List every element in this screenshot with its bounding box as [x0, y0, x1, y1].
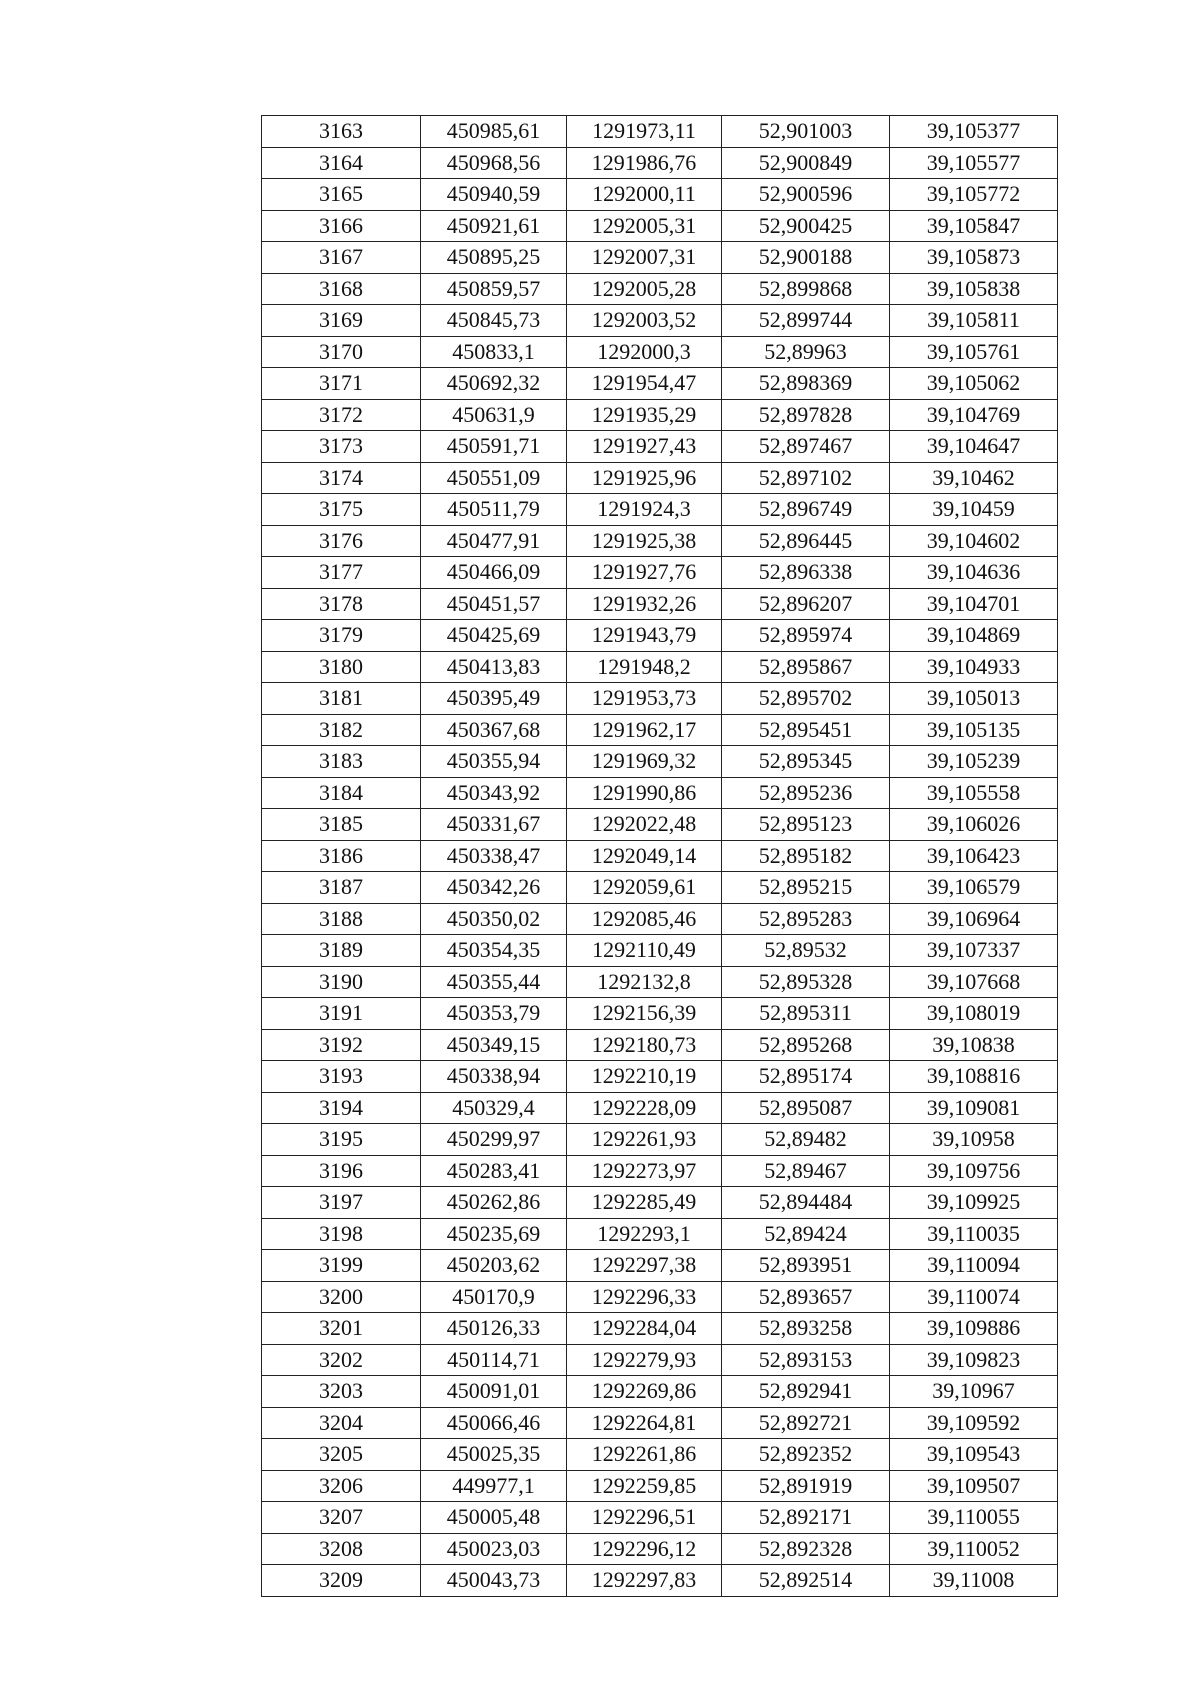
table-row: [262, 1439, 1058, 1471]
point-number-cell: 3172: [262, 399, 421, 431]
latitude-cell: 52,899744: [722, 305, 890, 337]
latitude-cell: 52,892941: [722, 1376, 890, 1408]
point-number-cell: 3190: [262, 966, 421, 998]
latitude-cell: 52,895867: [722, 651, 890, 683]
x-coordinate-cell: 450367,68: [421, 714, 567, 746]
x-coordinate-cell: 450395,49: [421, 683, 567, 715]
longitude-cell: 39,10838: [890, 1029, 1058, 1061]
point-number-cell: 3180: [262, 651, 421, 683]
table-row: [262, 1376, 1058, 1408]
longitude-cell: 39,104602: [890, 525, 1058, 557]
latitude-cell: 52,892514: [722, 1565, 890, 1597]
x-coordinate-cell: 450025,35: [421, 1439, 567, 1471]
y-coordinate-cell: 1292049,14: [567, 840, 722, 872]
point-number-cell: 3177: [262, 557, 421, 589]
table-row: [262, 210, 1058, 242]
longitude-cell: 39,109543: [890, 1439, 1058, 1471]
table-row: [262, 1281, 1058, 1313]
latitude-cell: 52,89482: [722, 1124, 890, 1156]
table-row: [262, 399, 1058, 431]
latitude-cell: 52,892352: [722, 1439, 890, 1471]
longitude-cell: 39,105062: [890, 368, 1058, 400]
y-coordinate-cell: 1291932,26: [567, 588, 722, 620]
point-number-cell: 3198: [262, 1218, 421, 1250]
longitude-cell: 39,106026: [890, 809, 1058, 841]
point-number-cell: 3171: [262, 368, 421, 400]
x-coordinate-cell: 450477,91: [421, 525, 567, 557]
longitude-cell: 39,105761: [890, 336, 1058, 368]
x-coordinate-cell: 450353,79: [421, 998, 567, 1030]
longitude-cell: 39,110055: [890, 1502, 1058, 1534]
table-row: [262, 620, 1058, 652]
coordinates-table: [261, 115, 1058, 1597]
table-row: [262, 305, 1058, 337]
x-coordinate-cell: 450968,56: [421, 147, 567, 179]
x-coordinate-cell: 450631,9: [421, 399, 567, 431]
x-coordinate-cell: 450349,15: [421, 1029, 567, 1061]
table-row: [262, 1313, 1058, 1345]
table-row: [262, 683, 1058, 715]
point-number-cell: 3207: [262, 1502, 421, 1534]
longitude-cell: 39,105239: [890, 746, 1058, 778]
point-number-cell: 3188: [262, 903, 421, 935]
longitude-cell: 39,106964: [890, 903, 1058, 935]
table-row: [262, 179, 1058, 211]
longitude-cell: 39,105135: [890, 714, 1058, 746]
x-coordinate-cell: 450591,71: [421, 431, 567, 463]
point-number-cell: 3179: [262, 620, 421, 652]
longitude-cell: 39,105577: [890, 147, 1058, 179]
longitude-cell: 39,105377: [890, 116, 1058, 148]
point-number-cell: 3199: [262, 1250, 421, 1282]
x-coordinate-cell: 450235,69: [421, 1218, 567, 1250]
table-row: [262, 1187, 1058, 1219]
point-number-cell: 3173: [262, 431, 421, 463]
table-row: [262, 809, 1058, 841]
y-coordinate-cell: 1292269,86: [567, 1376, 722, 1408]
table-row: [262, 746, 1058, 778]
point-number-cell: 3167: [262, 242, 421, 274]
y-coordinate-cell: 1292293,1: [567, 1218, 722, 1250]
longitude-cell: 39,104636: [890, 557, 1058, 589]
point-number-cell: 3164: [262, 147, 421, 179]
longitude-cell: 39,109507: [890, 1470, 1058, 1502]
x-coordinate-cell: 450114,71: [421, 1344, 567, 1376]
longitude-cell: 39,105873: [890, 242, 1058, 274]
longitude-cell: 39,107668: [890, 966, 1058, 998]
y-coordinate-cell: 1291954,47: [567, 368, 722, 400]
y-coordinate-cell: 1292264,81: [567, 1407, 722, 1439]
x-coordinate-cell: 450331,67: [421, 809, 567, 841]
longitude-cell: 39,109592: [890, 1407, 1058, 1439]
point-number-cell: 3175: [262, 494, 421, 526]
x-coordinate-cell: 450355,44: [421, 966, 567, 998]
y-coordinate-cell: 1292210,19: [567, 1061, 722, 1093]
table-row: [262, 557, 1058, 589]
longitude-cell: 39,104647: [890, 431, 1058, 463]
latitude-cell: 52,895174: [722, 1061, 890, 1093]
latitude-cell: 52,896445: [722, 525, 890, 557]
point-number-cell: 3174: [262, 462, 421, 494]
x-coordinate-cell: 450329,4: [421, 1092, 567, 1124]
y-coordinate-cell: 1291986,76: [567, 147, 722, 179]
x-coordinate-cell: 450451,57: [421, 588, 567, 620]
latitude-cell: 52,896207: [722, 588, 890, 620]
latitude-cell: 52,891919: [722, 1470, 890, 1502]
latitude-cell: 52,897828: [722, 399, 890, 431]
latitude-cell: 52,900849: [722, 147, 890, 179]
point-number-cell: 3192: [262, 1029, 421, 1061]
latitude-cell: 52,893153: [722, 1344, 890, 1376]
table-row: [262, 714, 1058, 746]
longitude-cell: 39,105811: [890, 305, 1058, 337]
x-coordinate-cell: 450342,26: [421, 872, 567, 904]
latitude-cell: 52,893951: [722, 1250, 890, 1282]
x-coordinate-cell: 450299,97: [421, 1124, 567, 1156]
y-coordinate-cell: 1292259,85: [567, 1470, 722, 1502]
point-number-cell: 3201: [262, 1313, 421, 1345]
x-coordinate-cell: 450262,86: [421, 1187, 567, 1219]
x-coordinate-cell: 450940,59: [421, 179, 567, 211]
x-coordinate-cell: 450466,09: [421, 557, 567, 589]
latitude-cell: 52,895283: [722, 903, 890, 935]
x-coordinate-cell: 450203,62: [421, 1250, 567, 1282]
longitude-cell: 39,105847: [890, 210, 1058, 242]
point-number-cell: 3170: [262, 336, 421, 368]
longitude-cell: 39,108019: [890, 998, 1058, 1030]
longitude-cell: 39,10462: [890, 462, 1058, 494]
latitude-cell: 52,893657: [722, 1281, 890, 1313]
point-number-cell: 3165: [262, 179, 421, 211]
table-row: [262, 116, 1058, 148]
y-coordinate-cell: 1292007,31: [567, 242, 722, 274]
longitude-cell: 39,10958: [890, 1124, 1058, 1156]
y-coordinate-cell: 1292059,61: [567, 872, 722, 904]
x-coordinate-cell: 450425,69: [421, 620, 567, 652]
table-row: [262, 462, 1058, 494]
y-coordinate-cell: 1292000,3: [567, 336, 722, 368]
table-row: [262, 1470, 1058, 1502]
y-coordinate-cell: 1291925,96: [567, 462, 722, 494]
longitude-cell: 39,105772: [890, 179, 1058, 211]
point-number-cell: 3203: [262, 1376, 421, 1408]
latitude-cell: 52,89424: [722, 1218, 890, 1250]
latitude-cell: 52,900188: [722, 242, 890, 274]
point-number-cell: 3200: [262, 1281, 421, 1313]
y-coordinate-cell: 1292003,52: [567, 305, 722, 337]
table-row: [262, 336, 1058, 368]
point-number-cell: 3202: [262, 1344, 421, 1376]
longitude-cell: 39,109823: [890, 1344, 1058, 1376]
table-row: [262, 1407, 1058, 1439]
longitude-cell: 39,104701: [890, 588, 1058, 620]
y-coordinate-cell: 1292296,12: [567, 1533, 722, 1565]
latitude-cell: 52,89467: [722, 1155, 890, 1187]
point-number-cell: 3185: [262, 809, 421, 841]
latitude-cell: 52,901003: [722, 116, 890, 148]
table-row: [262, 1218, 1058, 1250]
latitude-cell: 52,895123: [722, 809, 890, 841]
x-coordinate-cell: 450845,73: [421, 305, 567, 337]
x-coordinate-cell: 450551,09: [421, 462, 567, 494]
x-coordinate-cell: 450895,25: [421, 242, 567, 274]
table-row: [262, 588, 1058, 620]
longitude-cell: 39,105013: [890, 683, 1058, 715]
latitude-cell: 52,895328: [722, 966, 890, 998]
point-number-cell: 3169: [262, 305, 421, 337]
point-number-cell: 3178: [262, 588, 421, 620]
x-coordinate-cell: 450338,47: [421, 840, 567, 872]
table-row: [262, 1029, 1058, 1061]
x-coordinate-cell: 450126,33: [421, 1313, 567, 1345]
table-row: [262, 1344, 1058, 1376]
x-coordinate-cell: 450511,79: [421, 494, 567, 526]
x-coordinate-cell: 450921,61: [421, 210, 567, 242]
longitude-cell: 39,109886: [890, 1313, 1058, 1345]
longitude-cell: 39,104769: [890, 399, 1058, 431]
longitude-cell: 39,104869: [890, 620, 1058, 652]
table-row: [262, 147, 1058, 179]
y-coordinate-cell: 1292228,09: [567, 1092, 722, 1124]
latitude-cell: 52,900425: [722, 210, 890, 242]
point-number-cell: 3209: [262, 1565, 421, 1597]
x-coordinate-cell: 450985,61: [421, 116, 567, 148]
table-row: [262, 966, 1058, 998]
latitude-cell: 52,900596: [722, 179, 890, 211]
latitude-cell: 52,898369: [722, 368, 890, 400]
y-coordinate-cell: 1292085,46: [567, 903, 722, 935]
point-number-cell: 3205: [262, 1439, 421, 1471]
x-coordinate-cell: 450023,03: [421, 1533, 567, 1565]
point-number-cell: 3186: [262, 840, 421, 872]
x-coordinate-cell: 450692,32: [421, 368, 567, 400]
longitude-cell: 39,10459: [890, 494, 1058, 526]
x-coordinate-cell: 450354,35: [421, 935, 567, 967]
point-number-cell: 3191: [262, 998, 421, 1030]
latitude-cell: 52,895215: [722, 872, 890, 904]
y-coordinate-cell: 1292285,49: [567, 1187, 722, 1219]
latitude-cell: 52,89532: [722, 935, 890, 967]
y-coordinate-cell: 1291969,32: [567, 746, 722, 778]
latitude-cell: 52,896749: [722, 494, 890, 526]
point-number-cell: 3206: [262, 1470, 421, 1502]
point-number-cell: 3187: [262, 872, 421, 904]
y-coordinate-cell: 1292000,11: [567, 179, 722, 211]
x-coordinate-cell: 450170,9: [421, 1281, 567, 1313]
y-coordinate-cell: 1291935,29: [567, 399, 722, 431]
table-row: [262, 1155, 1058, 1187]
y-coordinate-cell: 1292284,04: [567, 1313, 722, 1345]
x-coordinate-cell: 450350,02: [421, 903, 567, 935]
y-coordinate-cell: 1291925,38: [567, 525, 722, 557]
point-number-cell: 3184: [262, 777, 421, 809]
table-row: [262, 1061, 1058, 1093]
longitude-cell: 39,110094: [890, 1250, 1058, 1282]
y-coordinate-cell: 1291943,79: [567, 620, 722, 652]
latitude-cell: 52,897102: [722, 462, 890, 494]
latitude-cell: 52,89963: [722, 336, 890, 368]
longitude-cell: 39,110052: [890, 1533, 1058, 1565]
latitude-cell: 52,895182: [722, 840, 890, 872]
longitude-cell: 39,107337: [890, 935, 1058, 967]
table-row: [262, 872, 1058, 904]
y-coordinate-cell: 1292296,33: [567, 1281, 722, 1313]
table-row: [262, 1124, 1058, 1156]
y-coordinate-cell: 1292180,73: [567, 1029, 722, 1061]
y-coordinate-cell: 1291927,43: [567, 431, 722, 463]
latitude-cell: 52,892328: [722, 1533, 890, 1565]
table-row: [262, 368, 1058, 400]
x-coordinate-cell: 450355,94: [421, 746, 567, 778]
latitude-cell: 52,895345: [722, 746, 890, 778]
latitude-cell: 52,895268: [722, 1029, 890, 1061]
x-coordinate-cell: 450043,73: [421, 1565, 567, 1597]
longitude-cell: 39,109081: [890, 1092, 1058, 1124]
table-row: [262, 431, 1058, 463]
x-coordinate-cell: 450343,92: [421, 777, 567, 809]
y-coordinate-cell: 1292132,8: [567, 966, 722, 998]
y-coordinate-cell: 1292296,51: [567, 1502, 722, 1534]
table-row: [262, 651, 1058, 683]
x-coordinate-cell: 450066,46: [421, 1407, 567, 1439]
latitude-cell: 52,896338: [722, 557, 890, 589]
table-row: [262, 525, 1058, 557]
table-row: [262, 1565, 1058, 1597]
latitude-cell: 52,892721: [722, 1407, 890, 1439]
table-row: [262, 1502, 1058, 1534]
latitude-cell: 52,895702: [722, 683, 890, 715]
table-row: [262, 998, 1058, 1030]
latitude-cell: 52,895087: [722, 1092, 890, 1124]
latitude-cell: 52,895974: [722, 620, 890, 652]
longitude-cell: 39,109756: [890, 1155, 1058, 1187]
y-coordinate-cell: 1292005,28: [567, 273, 722, 305]
x-coordinate-cell: 449977,1: [421, 1470, 567, 1502]
point-number-cell: 3181: [262, 683, 421, 715]
table-row: [262, 935, 1058, 967]
y-coordinate-cell: 1292297,83: [567, 1565, 722, 1597]
longitude-cell: 39,105838: [890, 273, 1058, 305]
y-coordinate-cell: 1291927,76: [567, 557, 722, 589]
y-coordinate-cell: 1292273,97: [567, 1155, 722, 1187]
table-row: [262, 273, 1058, 305]
table-row: [262, 777, 1058, 809]
longitude-cell: 39,106579: [890, 872, 1058, 904]
y-coordinate-cell: 1291953,73: [567, 683, 722, 715]
point-number-cell: 3166: [262, 210, 421, 242]
latitude-cell: 52,892171: [722, 1502, 890, 1534]
x-coordinate-cell: 450283,41: [421, 1155, 567, 1187]
y-coordinate-cell: 1291924,3: [567, 494, 722, 526]
coordinates-table-body: [262, 116, 1058, 1597]
y-coordinate-cell: 1291973,11: [567, 116, 722, 148]
point-number-cell: 3183: [262, 746, 421, 778]
y-coordinate-cell: 1292279,93: [567, 1344, 722, 1376]
latitude-cell: 52,894484: [722, 1187, 890, 1219]
y-coordinate-cell: 1292022,48: [567, 809, 722, 841]
x-coordinate-cell: 450859,57: [421, 273, 567, 305]
point-number-cell: 3195: [262, 1124, 421, 1156]
table-row: [262, 903, 1058, 935]
longitude-cell: 39,104933: [890, 651, 1058, 683]
point-number-cell: 3163: [262, 116, 421, 148]
y-coordinate-cell: 1291962,17: [567, 714, 722, 746]
table-row: [262, 242, 1058, 274]
longitude-cell: 39,105558: [890, 777, 1058, 809]
longitude-cell: 39,110074: [890, 1281, 1058, 1313]
point-number-cell: 3182: [262, 714, 421, 746]
point-number-cell: 3197: [262, 1187, 421, 1219]
point-number-cell: 3176: [262, 525, 421, 557]
table-row: [262, 840, 1058, 872]
longitude-cell: 39,106423: [890, 840, 1058, 872]
longitude-cell: 39,110035: [890, 1218, 1058, 1250]
latitude-cell: 52,895451: [722, 714, 890, 746]
latitude-cell: 52,899868: [722, 273, 890, 305]
table-row: [262, 1533, 1058, 1565]
latitude-cell: 52,895311: [722, 998, 890, 1030]
point-number-cell: 3208: [262, 1533, 421, 1565]
x-coordinate-cell: 450413,83: [421, 651, 567, 683]
longitude-cell: 39,108816: [890, 1061, 1058, 1093]
point-number-cell: 3193: [262, 1061, 421, 1093]
table-row: [262, 1092, 1058, 1124]
x-coordinate-cell: 450091,01: [421, 1376, 567, 1408]
y-coordinate-cell: 1291990,86: [567, 777, 722, 809]
longitude-cell: 39,10967: [890, 1376, 1058, 1408]
latitude-cell: 52,893258: [722, 1313, 890, 1345]
y-coordinate-cell: 1292297,38: [567, 1250, 722, 1282]
point-number-cell: 3168: [262, 273, 421, 305]
x-coordinate-cell: 450833,1: [421, 336, 567, 368]
latitude-cell: 52,895236: [722, 777, 890, 809]
point-number-cell: 3196: [262, 1155, 421, 1187]
y-coordinate-cell: 1291948,2: [567, 651, 722, 683]
y-coordinate-cell: 1292261,93: [567, 1124, 722, 1156]
latitude-cell: 52,897467: [722, 431, 890, 463]
y-coordinate-cell: 1292005,31: [567, 210, 722, 242]
table-row: [262, 1250, 1058, 1282]
point-number-cell: 3204: [262, 1407, 421, 1439]
point-number-cell: 3194: [262, 1092, 421, 1124]
x-coordinate-cell: 450338,94: [421, 1061, 567, 1093]
longitude-cell: 39,11008: [890, 1565, 1058, 1597]
y-coordinate-cell: 1292110,49: [567, 935, 722, 967]
longitude-cell: 39,109925: [890, 1187, 1058, 1219]
x-coordinate-cell: 450005,48: [421, 1502, 567, 1534]
point-number-cell: 3189: [262, 935, 421, 967]
y-coordinate-cell: 1292156,39: [567, 998, 722, 1030]
y-coordinate-cell: 1292261,86: [567, 1439, 722, 1471]
table-row: [262, 494, 1058, 526]
